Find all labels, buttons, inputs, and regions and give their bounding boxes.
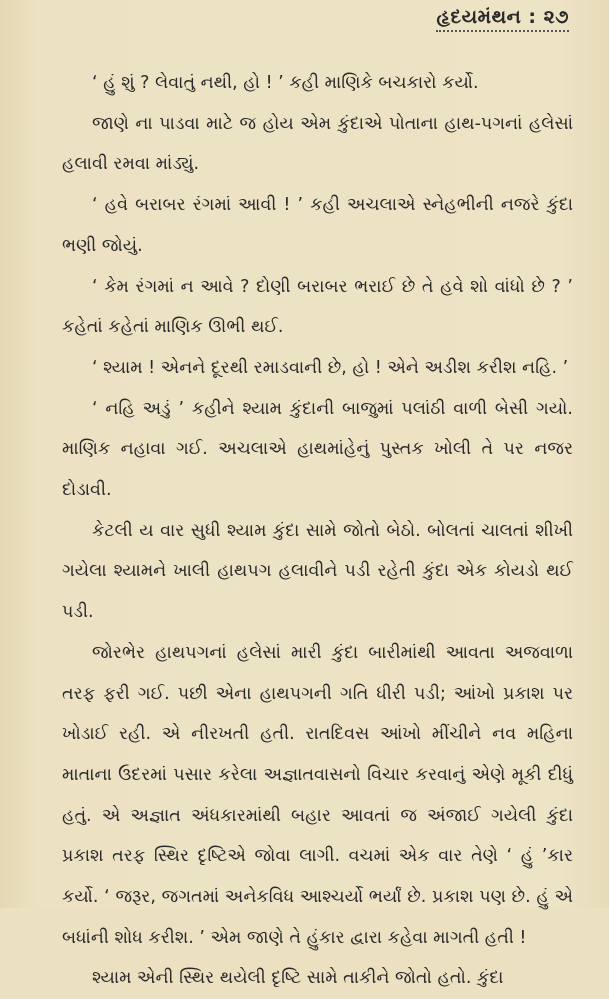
paragraph: જાણે ના પાડવા માટે જ હોય એમ કુંદાએ પોતાના હાથ-પગનાં હલેસાં હલાવી રમવા માંડ્યું. (62, 113, 573, 175)
paragraph: શ્યામ એની સ્થિર થયેલી દૃષ્ટિ સામે તાકીને જોતો હતો. કુંદા (92, 968, 504, 989)
body-text (62, 63, 573, 999)
paragraph: ‘ શ્યામ ! એનને દૂરથી રમાડવાની છે, હો ! એને અડીશ કરીશ નહિ. ’ (92, 357, 569, 378)
paragraph: કેટલી ય વાર સુધી શ્યામ કુંદા સામે જોતો બેઠો. બોલતાં ચાલતાં શીખી ગયેલા શ્યામને ખાલી હાથપગ હલાવીને પડી રહેતી કુંદા એક કોયડો થઈ પડી. (62, 520, 573, 623)
running-header: હૃદયમંથન : ૨૭ (436, 6, 569, 32)
paragraph: ‘ હું શું ? લેવાતું નથી, હો ! ’ કહી માણિકે બચકારો કર્યો. (92, 73, 479, 93)
paragraph: ‘ હવે બરાબર રંગમાં આવી ! ’ કહી અચલાએ સ્નેહભીની નજરે કુંદા ભણી જોયું. (62, 195, 573, 256)
paragraph: ‘ નહિ અડું ’ કહીને શ્યામ કુંદાની બાજુમાં પલાંઠી વાળી બેસી ગયો. માણિક નહાવા ગઈ. અચલાએ હાથમાંહેનું પુસ્તક ખોલી તે પર નજર દોડાવી. (62, 398, 573, 501)
paragraph: ‘ કેમ રંગમાં ન આવે ? દોણી બરાબર ભરાઈ છે તે હવે શો વાંધો છે ? ’ કહેતાં કહેતાં માણિક ઊભી થઈ. (62, 276, 573, 338)
paragraph: જોરભેર હાથપગનાં હલેસાં મારી કુંદા બારીમાંથી આવતા અજવાળા તરફ ફરી ગઈ. પછી એના હાથપગની ગતિ ધીરી પડી; આંખો પ્રકાશ પર ખોડાઈ રહી. એ નીરખતી હતી. રાતદિવસ આંખો મીંચીને નવ મહિના માતાના ઉદરમાં પસાર કરેલા અજ્ઞાતવાસનો વિચાર કરવાનું એણે મૂકી દીધું હતું. એ અજ્ઞાત અંધકારમાંથી બહાર આવતાં જ અંજાઈ ગયેલી કુંદા પ્રકાશ તરફ સ્થિર દૃષ્ટિએ જોવા લાગી. વચમાં એક વાર તેણે ‘ હું ’કાર કર્યો. ‘ જરૂર, જગતમાં અનેકવિધ આશ્ચર્યો ભર્યાં છે. પ્રકાશ પણ છે. હું એ બધાંની શોધ કરીશ. ’ એમ જાણે તે હુંકાર દ્વારા કહેવા માગતી હતી ! (62, 642, 573, 948)
